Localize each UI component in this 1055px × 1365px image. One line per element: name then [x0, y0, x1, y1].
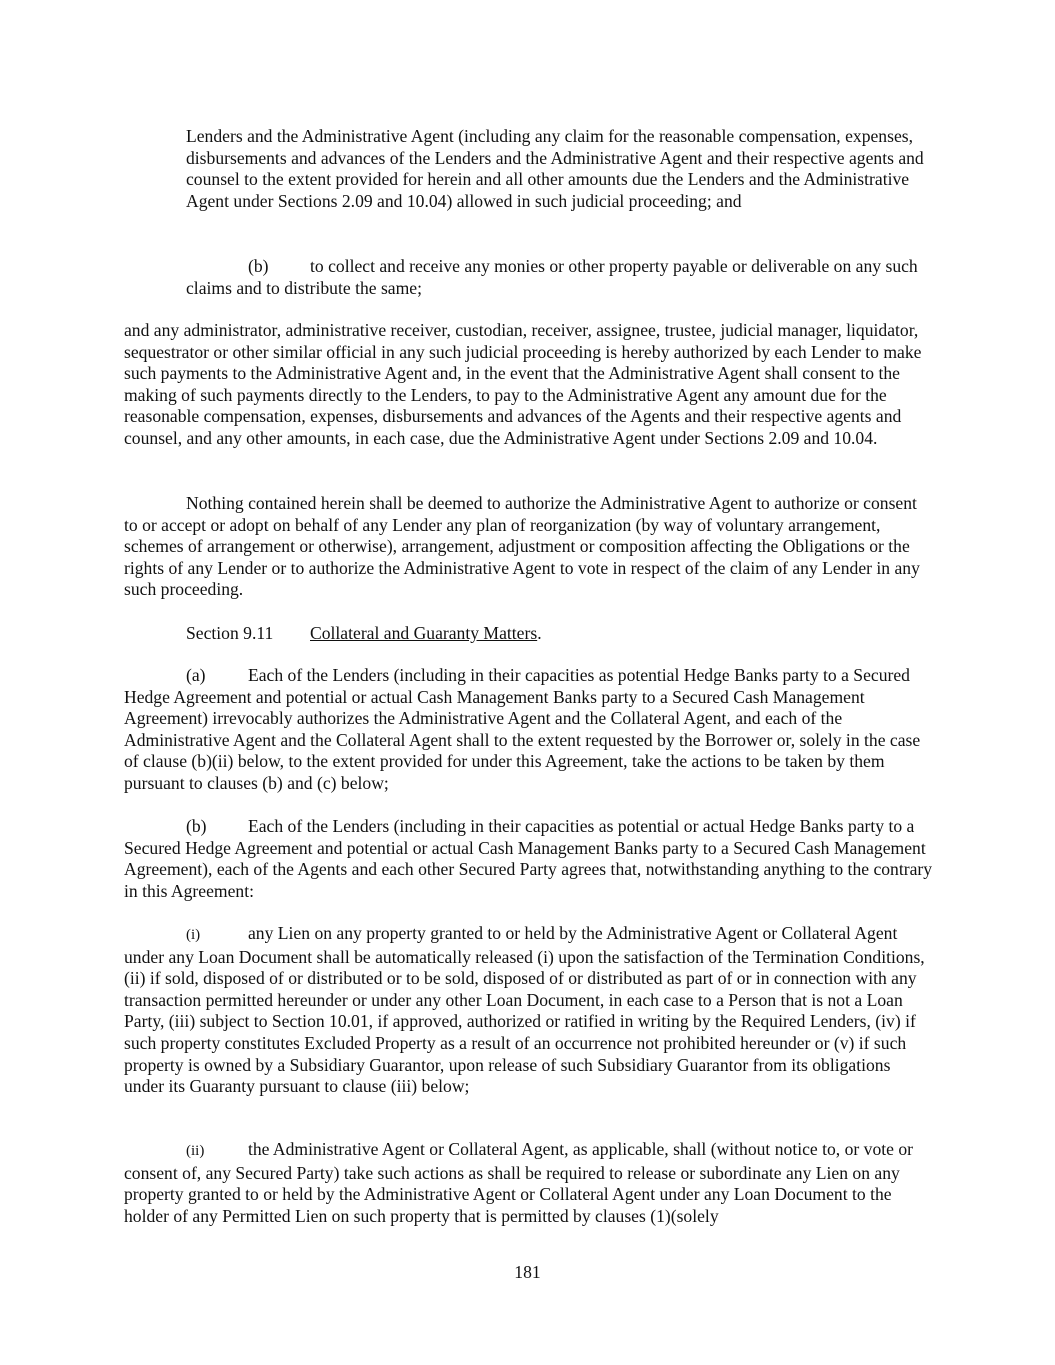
paragraph-b-collect — [186, 256, 936, 299]
clause-label: (b) — [248, 256, 269, 276]
section-title: Collateral and Guaranty Matters — [310, 623, 538, 643]
clause-label: (ii) — [186, 1143, 205, 1159]
section-title-suffix: . — [537, 623, 542, 643]
clause-label: (i) — [186, 927, 201, 943]
page-number: 181 — [514, 1262, 541, 1282]
paragraph-ii-subordinate — [124, 1139, 934, 1227]
clause-text: Each of the Lenders (including in their capacities as potential Hedge Banks party to a Secured Hedge Agreement and potential or actual Cash Management Banks party to a Secured Cash Management Agreement) irrevocably authorizes the Administrative Agent and the Collateral Agent, and each of the Administrative Agent and the Collateral Agent shall to the extent requested by the Borrower or, solely in the case of clause (b)(ii) below, to the extent provided for under this Agreement, take the actions to be taken by them pursuant to clauses (b) and (c) below; — [124, 665, 921, 793]
clause-label: (a) — [186, 665, 206, 685]
paragraph-claims-continuation: Lenders and the Administrative Agent (including any claim for the reasonable compensation, expenses, disbursements and advances of the Lenders and the Administrative Agent and their respective agents and counsel to the extent provided for herein and all other amounts due the Lenders and the Administrative Agent under Sections 2.09 and 10.04) allowed in such judicial proceeding; and — [186, 126, 924, 211]
section-number: Section 9.11 — [186, 623, 274, 643]
clause-text: Each of the Lenders (including in their capacities as potential or actual Hedge Banks party to a Secured Hedge Agreement and potential or actual Cash Management Banks party to a Secured Cash Management Agreement), each of the Agents and each other Secured Party agrees that, notwithstanding anything to the contrary in this Agreement: — [124, 816, 933, 901]
paragraph-administrator-authorization: and any administrator, administrative receiver, custodian, receiver, assignee, trustee, judicial manager, liquidator, sequestrator or other similar official in any such judicial proceeding is hereby authorized by each Lender to make such payments to the Administrative Agent and, in the event that the Administrative Agent shall consent to the making of such payments directly to the Lenders, to pay to the Administrative Agent any amount due for the reasonable compensation, expenses, disbursements and advances of the Agents and their respective agents and counsel, and any other amounts, in each case, due the Administrative Agent under Sections 2.09 and 10.04. — [124, 320, 922, 448]
clause-text: any Lien on any property granted to or held by the Administrative Agent or Collateral Agent under any Loan Document shall be automatically released (i) upon the satisfaction of the Termination Conditions, (ii) if sold, disposed of or distributed or to be sold, disposed of or distributed as part of or in connection with any transaction permitted hereunder or under any other Loan Document, in each case to a Person that is not a Loan Party, (iii) subject to Section 10.01, if approved, authorized or ratified in writing by the Required Lenders, (iv) if such property constitutes Excluded Property as a result of an occurrence not prohibited hereunder or (v) if such property is owned by a Subsidiary Guarantor, upon release of such Subsidiary Guarantor from its obligations under its Guaranty pursuant to clause (iii) below; — [124, 923, 925, 1097]
paragraph-a-authorizes — [124, 665, 934, 795]
clause-label: (b) — [186, 816, 207, 836]
clause-text: the Administrative Agent or Collateral Agent, as applicable, shall (without notice to, or vote or consent of, any Secured Party) take such actions as shall be required to release or subordinate any Lien on any property granted to or held by the Administrative Agent or Collateral Agent under any Loan Document to the holder of any Permitted Lien on such property that is permitted by clauses (1)(solely — [124, 1139, 913, 1226]
section-heading — [124, 623, 934, 645]
paragraph-nothing-contained: Nothing contained herein shall be deemed to authorize the Administrative Agent to authorize or consent to or accept or adopt on behalf of any Lender any plan of reorganization (by way of voluntary arrangement, schemes of arrangement or otherwise), arrangement, adjustment or composition affecting the Obligations or the rights of any Lender or to authorize the Administrative Agent to vote in respect of the claim of any Lender in any such proceeding. — [124, 493, 920, 600]
clause-text: to collect and receive any monies or other property payable or deliverable on any such claims and to distribute the same; — [186, 256, 918, 298]
paragraph-b-agrees — [124, 816, 934, 902]
paragraph-i-lien-release — [124, 923, 934, 1098]
